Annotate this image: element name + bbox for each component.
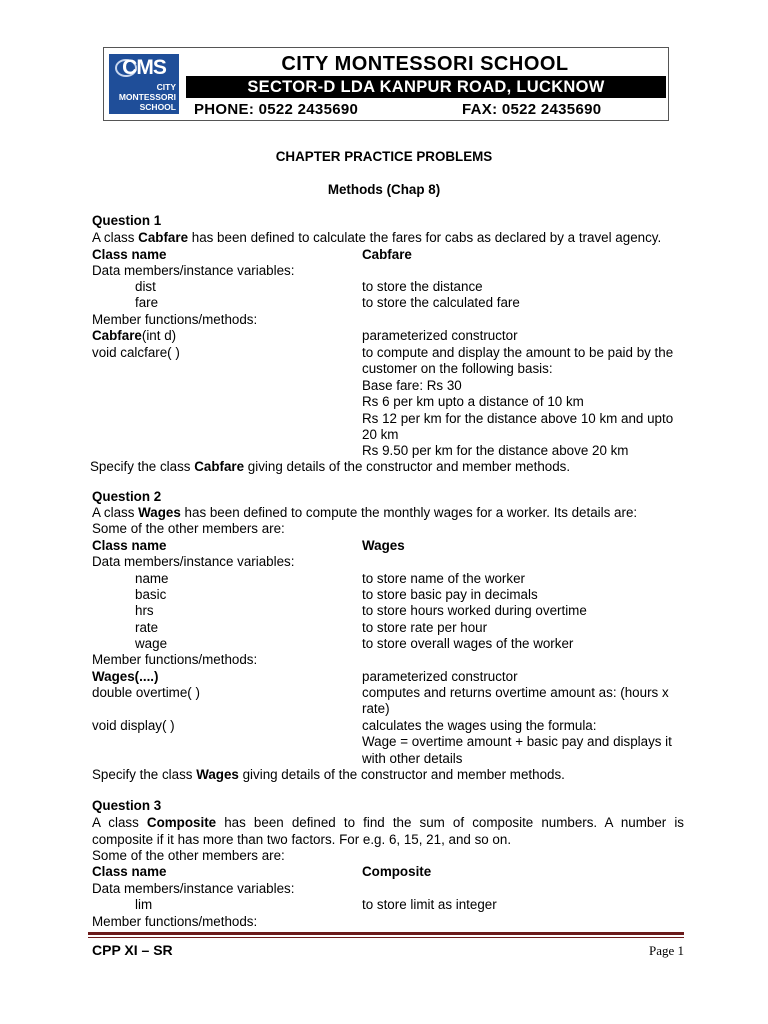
q2-method-desc-line: with other details <box>362 751 463 766</box>
q1-intro-pre: A class <box>92 230 139 245</box>
q3-class-value: Composite <box>362 864 432 879</box>
q1-class-value: Cabfare <box>362 247 412 262</box>
school-header <box>103 47 669 121</box>
q2-specify-post: giving details of the constructor and member methods. <box>238 767 565 782</box>
q3-intro-bold: Composite <box>146 815 217 830</box>
q1-intro-post: has been defined to calculate the fares for cabs as declared by a travel agency. <box>188 230 662 245</box>
q1-class-label: Class name <box>92 247 167 262</box>
q1-methods-label: Member functions/methods: <box>92 312 258 327</box>
q2-specify <box>92 767 565 783</box>
q2-member-name: wage <box>135 636 168 651</box>
q2-method-overtime: double overtime( ) <box>92 685 200 700</box>
q1-specify-bold: Cabfare <box>194 459 245 474</box>
footer-course-code: CPP XI – SR <box>92 942 173 958</box>
q2-class-label: Class name <box>92 538 167 553</box>
q3-class-label: Class name <box>92 864 167 879</box>
q2-member-name: rate <box>135 620 159 635</box>
q2-intro-pre: A class <box>92 505 139 520</box>
q2-specify-bold: Wages <box>196 767 239 782</box>
phone-number: PHONE: 0522 2435690 <box>194 101 359 118</box>
footer-rule-thick <box>88 932 684 935</box>
q2-member-name: name <box>135 571 169 586</box>
q3-member-desc: to store limit as integer <box>362 897 497 912</box>
logo-line-3: SCHOOL <box>139 102 176 112</box>
q2-member-name: basic <box>135 587 167 602</box>
q2-method-desc-line: Wage = overtime amount + basic pay and displays it <box>362 734 672 749</box>
q2-member-desc: to store name of the worker <box>362 571 525 586</box>
q1-method-desc-line: Rs 9.50 per km for the distance above 20 km <box>362 443 629 458</box>
q3-member-name: lim <box>135 897 153 912</box>
logo-line-1: CITY <box>156 82 176 92</box>
q1-method: void calcfare( ) <box>92 345 180 360</box>
q1-member-name: fare <box>135 295 159 310</box>
logo-line-2: MONTESSORI <box>118 92 176 102</box>
q2-class-value: Wages <box>362 538 405 553</box>
q1-member-desc: to store the distance <box>362 279 483 294</box>
q2-data-members-label: Data members/instance variables: <box>92 554 295 569</box>
q1-data-members-label: Data members/instance variables: <box>92 263 295 278</box>
q1-heading: Question 1 <box>92 213 162 228</box>
q2-method-desc-line: calculates the wages using the formula: <box>362 718 597 733</box>
q2-method-desc-line: rate) <box>362 701 390 716</box>
q2-methods-label: Member functions/methods: <box>92 652 258 667</box>
footer-rule-thin <box>88 937 684 938</box>
fax-number: FAX: 0522 2435690 <box>462 101 602 118</box>
school-name: CITY MONTESSORI SCHOOL <box>281 53 569 75</box>
q1-method-desc-line: customer on the following basis: <box>362 361 553 376</box>
school-address: SECTOR-D LDA KANPUR ROAD, LUCKNOW <box>186 76 666 98</box>
document-subtitle: Methods (Chap 8) <box>327 182 441 197</box>
q3-intro-pre: A class <box>92 815 147 830</box>
q2-member-name: hrs <box>135 603 154 618</box>
logo-letters: CMS <box>122 56 166 79</box>
q2-intro-bold: Wages <box>138 505 181 520</box>
q1-specify-pre: Specify the class <box>90 459 195 474</box>
q3-heading: Question 3 <box>92 798 162 813</box>
q2-some-other: Some of the other members are: <box>92 521 285 536</box>
q3-intro-post: has been defined to find the sum of composite numbers. A number is <box>216 815 684 830</box>
q2-member-desc: to store basic pay in decimals <box>362 587 538 602</box>
q1-specify-post: giving details of the constructor and member methods. <box>244 459 571 474</box>
q2-specify-pre: Specify the class <box>92 767 197 782</box>
q3-intro-line-1 <box>92 815 684 831</box>
q1-method-desc-line: 20 km <box>362 427 399 442</box>
q2-method-display: void display( ) <box>92 718 175 733</box>
q3-methods-label: Member functions/methods: <box>92 914 258 929</box>
q1-member-name: dist <box>135 279 156 294</box>
q1-member-desc: to store the calculated fare <box>362 295 520 310</box>
q2-intro-post: has been defined to compute the monthly wages for a worker. Its details are: <box>180 505 638 520</box>
q1-constructor-name: Cabfare <box>92 328 142 343</box>
q1-specify <box>90 459 570 475</box>
q2-member-desc: to store hours worked during overtime <box>362 603 587 618</box>
q2-constructor-desc: parameterized constructor <box>362 669 518 684</box>
q1-constructor-params: (int d) <box>141 328 177 343</box>
school-logo <box>109 54 179 114</box>
q1-method-desc-line: to compute and display the amount to be paid by the <box>362 345 674 360</box>
q2-member-desc: to store rate per hour <box>362 620 488 635</box>
q3-some-other: Some of the other members are: <box>92 848 285 863</box>
q3-intro-line-2: composite if it has more than two factors. For e.g. 6, 15, 21, and so on. <box>92 832 512 847</box>
q2-heading: Question 2 <box>92 489 162 504</box>
q3-data-members-label: Data members/instance variables: <box>92 881 295 896</box>
q2-method-desc-line: computes and returns overtime amount as: (hours x <box>362 685 669 700</box>
page-number: Page 1 <box>648 943 684 958</box>
q1-method-desc-line: Base fare: Rs 30 <box>362 378 462 393</box>
q1-intro-bold: Cabfare <box>138 230 189 245</box>
q2-intro <box>92 505 637 521</box>
q1-constructor <box>92 328 176 344</box>
q1-constructor-desc: parameterized constructor <box>362 328 518 343</box>
q1-method-desc-line: Rs 12 per km for the distance above 10 km and upto <box>362 411 674 426</box>
contact-row <box>194 100 664 120</box>
q2-constructor: Wages(....) <box>92 669 159 684</box>
q1-method-desc-line: Rs 6 per km upto a distance of 10 km <box>362 394 584 409</box>
q1-intro <box>92 230 661 246</box>
document-title: CHAPTER PRACTICE PROBLEMS <box>275 149 493 164</box>
q2-member-desc: to store overall wages of the worker <box>362 636 574 651</box>
